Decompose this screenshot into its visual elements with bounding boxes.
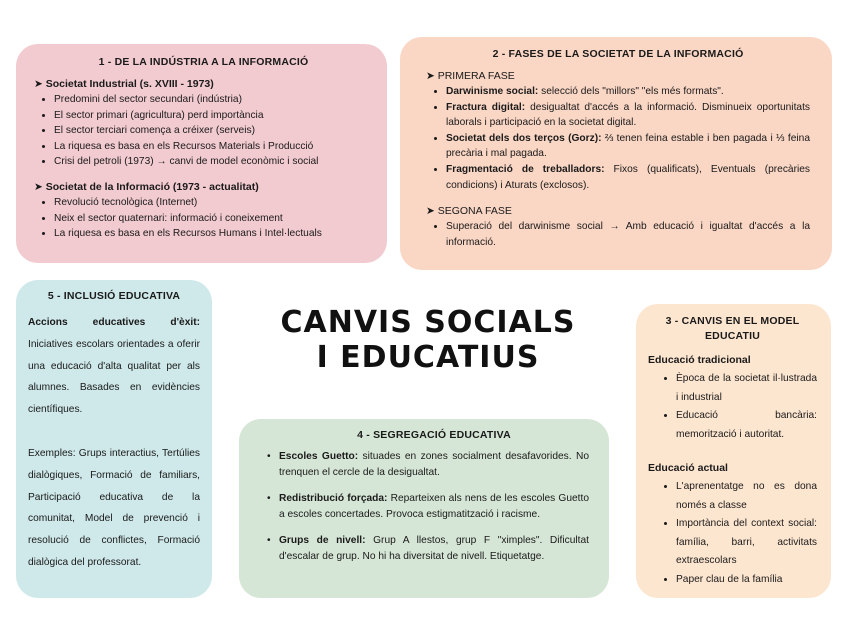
section-information-society-phases xyxy=(400,37,832,270)
second-phase-label: ➤ SEGONA FASE xyxy=(426,205,512,218)
section-educational-segregation xyxy=(239,419,609,598)
list-item: • Darwinisme social: selecció dels "millors" "els més formats". xyxy=(446,84,810,100)
list-item: • Importància del context social: família, barri, activitats extraescolars xyxy=(676,515,817,571)
list-item: • Educació bancària: memorització i autoritat. xyxy=(676,407,817,444)
section-educational-inclusion xyxy=(16,280,212,598)
traditional-education-list xyxy=(648,370,817,444)
list-item: • Fractura digital: desigualtat d'accés a la informació. Disminueix oportunitats laborals i participació en la societat digital. xyxy=(446,100,810,131)
traditional-education-label: Educació tradicional xyxy=(648,354,751,366)
list-item: • Fragmentació de treballadors: Fixos (qualificats), Eventuals (precàries condicions) i Aturats (exclosos). xyxy=(446,162,810,193)
segregation-list xyxy=(279,449,589,565)
information-society-label: ➤ Societat de la Informació (1973 - actualitat) xyxy=(34,180,259,193)
industrial-society-label: ➤ Societat Industrial (s. XVIII - 1973) xyxy=(34,78,214,90)
current-education-label: Educació actual xyxy=(648,462,728,474)
list-item: • Neix el sector quaternari: informació i coneixement xyxy=(54,211,373,227)
section-educational-model-changes xyxy=(636,304,831,598)
first-phase-list xyxy=(426,84,810,193)
industrial-society-list xyxy=(34,92,373,170)
list-item: • Paper clau de la família xyxy=(676,571,817,590)
section-5-heading: 5 - INCLUSIÓ EDUCATIVA xyxy=(47,290,181,302)
inclusion-intro: Accions educatives d'èxit: Iniciatives escolars orientades a oferir una educació d'alta qualitat per als alumnes. Basades en evidències científiques. xyxy=(28,317,200,416)
list-item: • Època de la societat il·lustrada i industrial xyxy=(676,370,817,407)
list-item: • La riquesa es basa en els Recursos Materials i Producció xyxy=(54,139,373,155)
list-item: • Crisi del petroli (1973) → canvi de model econòmic i social xyxy=(54,154,373,170)
section-3-heading: 3 - CANVIS EN EL MODEL EDUCATIU xyxy=(665,315,800,342)
title-line-2: I EDUCATIUS xyxy=(316,340,540,375)
section-industry-to-information xyxy=(16,44,387,263)
second-phase-list xyxy=(426,219,810,250)
inclusion-examples: Exemples: Grups interactius, Tertúlies dialògiques, Formació de familiars, Participació educativa de la comunitat, Model de prevenció i resolució de conflictes, Formació dialògica del professorat. xyxy=(28,447,200,568)
section-2-heading: 2 - FASES DE LA SOCIETAT DE LA INFORMACIÓ xyxy=(492,48,744,60)
list-item: • Escoles Guetto: situades en zones socialment desafavorides. No trenquen el cercle de la desigualtat. xyxy=(279,449,589,481)
list-item: • Societat dels dos terços (Gorz): ⅔ tenen feina estable i ben pagada i ⅓ feina precària i mal pagada. xyxy=(446,131,810,162)
list-item: • El sector primari (agricultura) perd importància xyxy=(54,108,373,124)
information-society-list xyxy=(34,195,373,242)
current-education-list xyxy=(648,478,817,589)
list-item: • Grups de nivell: Grup A llestos, grup F "ximples". Dificultat d'escalar de grup. No hi ha diversitat de nivell. Etiquetatge. xyxy=(279,533,589,565)
first-phase-label: ➤ PRIMERA FASE xyxy=(426,70,515,82)
list-item: • Superació del darwinisme social → Amb educació i igualtat d'accés a la informació. xyxy=(446,219,810,250)
list-item: • La riquesa es basa en els Recursos Humans i Intel·lectuals xyxy=(54,226,373,242)
list-item: • Redistribució forçada: Reparteixen als nens de les escoles Guetto a escoles concertades. Provoca estigmatització i racisme. xyxy=(279,491,589,523)
list-item: • Revolució tecnològica (Internet) xyxy=(54,195,373,211)
list-item: • L'aprenentatge no es dona només a classe xyxy=(676,478,817,515)
list-item: • Predomini del sector secundari (indústria) xyxy=(54,92,373,108)
list-item: • El sector terciari comença a créixer (serveis) xyxy=(54,123,373,139)
section-1-heading: 1 - DE LA INDÚSTRIA A LA INFORMACIÓ xyxy=(98,56,309,68)
section-4-heading: 4 - SEGREGACIÓ EDUCATIVA xyxy=(357,429,511,441)
page-title xyxy=(280,305,576,375)
title-line-1: CANVIS SOCIALS xyxy=(280,305,576,340)
